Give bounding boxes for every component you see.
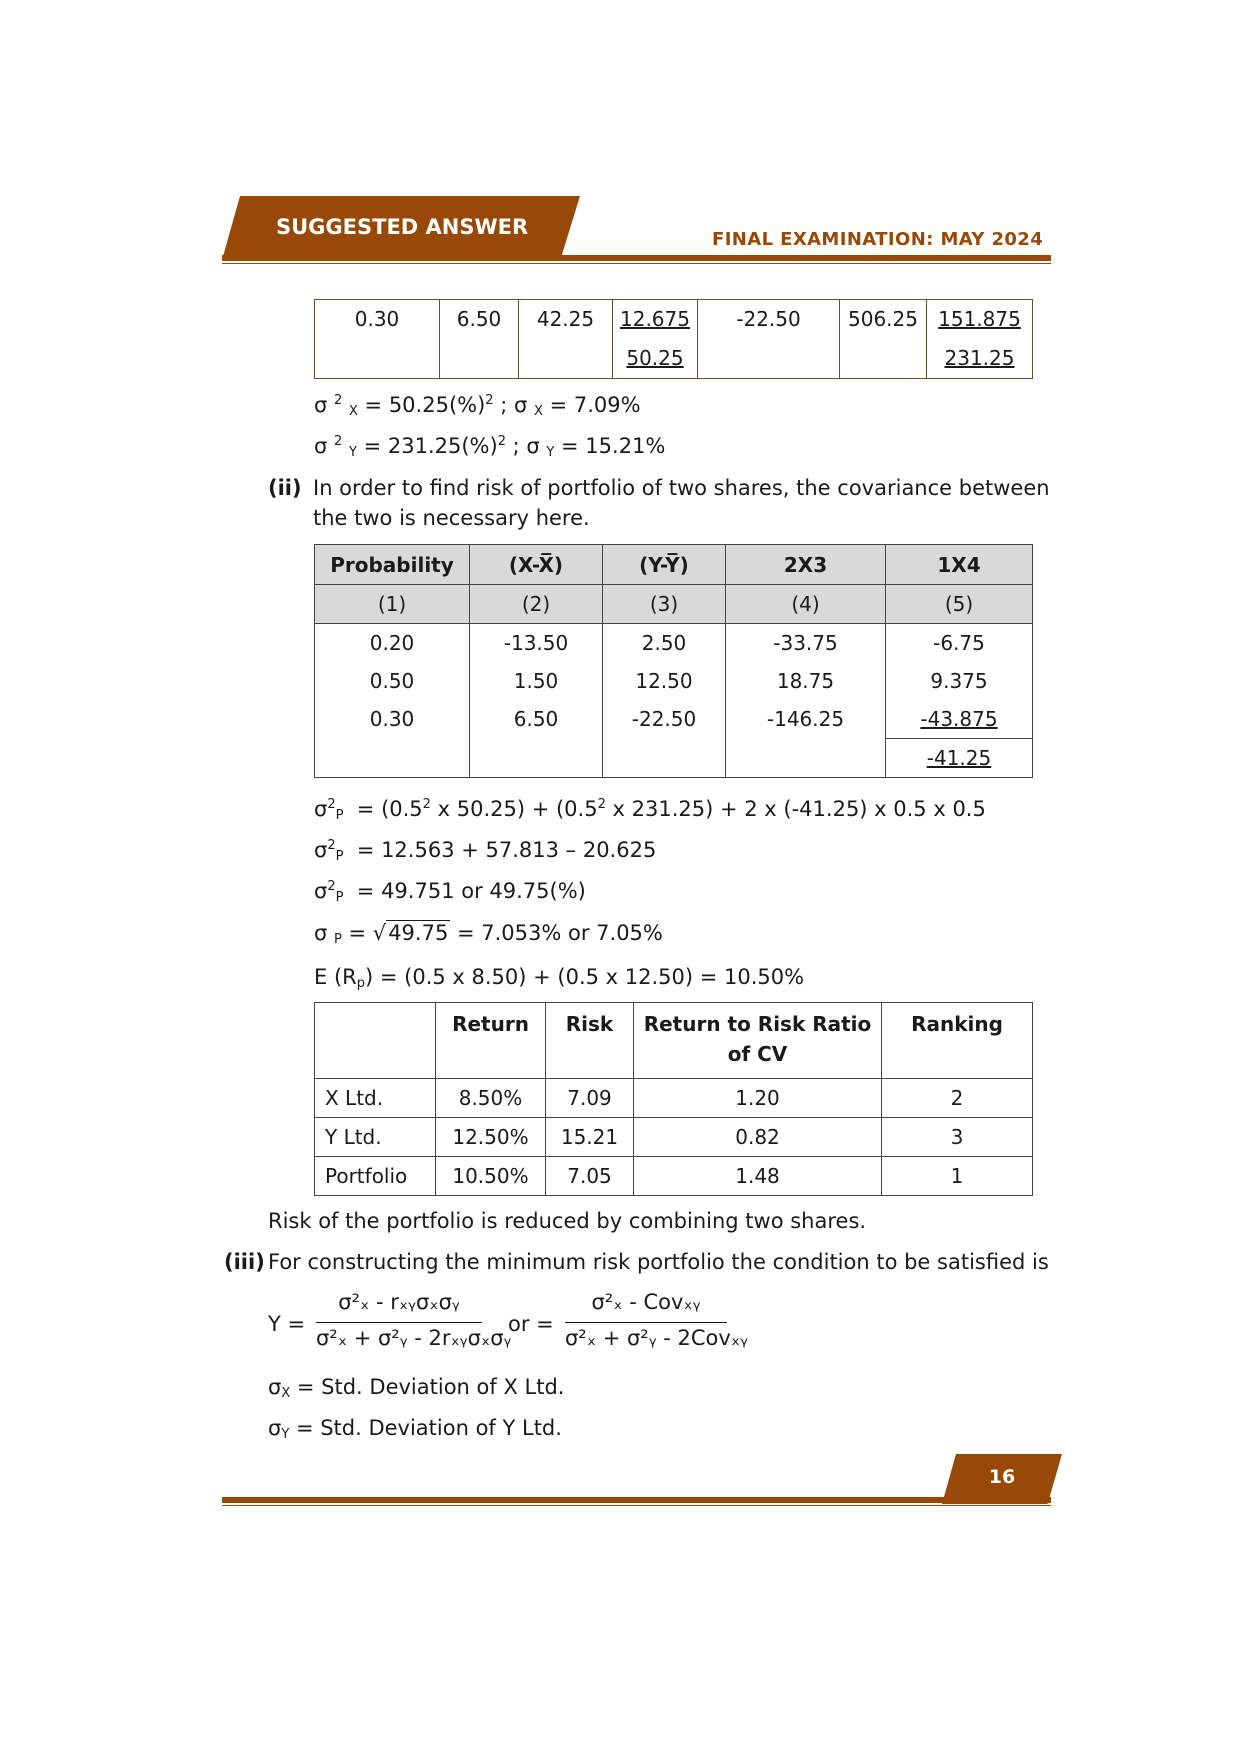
table-cell: 0.30 (315, 700, 470, 739)
exam-title: FINAL EXAMINATION: MAY 2024 (712, 229, 1044, 250)
definition-sigma-y: $\sigma_Y$ = Std. Deviation of Y Ltd. (268, 1416, 562, 1442)
part-iii-text: For constructing the minimum risk portfolio the condition to be satisfied is (268, 1250, 1049, 1274)
expected-return: E $(R_p) = (0.5$ x 8.50) + (0.5 x 12.50) = 10.50% (314, 965, 805, 991)
table-header-row (315, 1003, 1033, 1079)
column-number: (1) (315, 585, 470, 624)
column-header: Ranking (882, 1003, 1033, 1079)
header-rule-thin (222, 263, 1051, 264)
table-cell: 12.50 (603, 662, 726, 700)
formula-or: or = (508, 1312, 554, 1336)
formula-denominator-1: σ²ₓ + σ²ᵧ - 2rₓᵧσₓσᵧ (316, 1326, 512, 1350)
part-iii-label: (iii) (224, 1250, 265, 1274)
portfolio-sd: σ $_P$ = √49.75 = 7.053% or 7.05% (314, 921, 663, 947)
conclusion-text: Risk of the portfolio is reduced by combining two shares. (268, 1209, 867, 1233)
table-cell-value: -43.875 (920, 707, 998, 731)
column-header: 2X3 (726, 545, 886, 585)
column-number: (5) (886, 585, 1033, 624)
column-header: Probability (315, 545, 470, 585)
footer-rule (222, 1497, 1051, 1503)
portfolio-variance-result: $\sigma^2_P = 49.751$ or 49.75(%) (314, 879, 586, 905)
column-header: 1X4 (886, 545, 1033, 585)
table-row (315, 700, 1033, 739)
table-cell: 42.25 (519, 300, 613, 379)
formula-numerator-2: σ²ₓ - Covₓᵧ (591, 1290, 701, 1314)
column-header (315, 1003, 436, 1079)
table-cell: -22.50 (698, 300, 840, 379)
table-cell: 0.20 (315, 624, 470, 663)
table-cell: -22.50 (603, 700, 726, 739)
formula-lhs: Y = (268, 1312, 306, 1336)
portfolio-variance-terms: $\sigma^2_P = 12.563 + 57.813 - 20.625$ (314, 838, 657, 864)
table-cell: 3 (882, 1118, 1033, 1157)
table-cell: 1.48 (634, 1157, 882, 1196)
table-cell: 8.50% (436, 1079, 546, 1118)
table-total-y: 231.25 (944, 346, 1015, 370)
column-number: (2) (470, 585, 603, 624)
table-cell: Y Ltd. (315, 1118, 436, 1157)
page-number: 16 (988, 1466, 1016, 1488)
table-cell: 7.05 (546, 1157, 634, 1196)
table-cell: 0.30 (315, 300, 440, 379)
covariance-table (314, 544, 1033, 778)
minimum-risk-formula (268, 1290, 748, 1360)
table-cell: 2 (882, 1079, 1033, 1118)
column-header: (X-X̅) (470, 545, 603, 585)
table-cell: 506.25 (840, 300, 927, 379)
covariance-total: -41.25 (886, 739, 1033, 778)
fraction-bar (316, 1322, 482, 1323)
table-cell: 12.50% (436, 1118, 546, 1157)
header-tab-title: SUGGESTED ANSWER (276, 215, 529, 239)
table-row (315, 1157, 1033, 1196)
fraction-bar (565, 1322, 727, 1323)
portfolio-variance-formula: $\sigma^2_P = (0.5^2$ x $50.25) + (0.5^2$ x 231.25) + 2 x (-41.25) x 0.5 x 0.5 (314, 797, 986, 823)
table-cell: -146.25 (726, 700, 886, 739)
table-cell: 2.50 (603, 624, 726, 663)
definition-sigma-x: $\sigma_X$ = Std. Deviation of X Ltd. (268, 1375, 565, 1401)
table-cell-value: 12.675 (620, 307, 690, 331)
column-header: Return (436, 1003, 546, 1079)
table-cell: 1.20 (634, 1079, 882, 1118)
table-cell: X Ltd. (315, 1079, 436, 1118)
table-cell (886, 700, 1033, 739)
table-cell: 1.50 (470, 662, 603, 700)
table-cell: 7.09 (546, 1079, 634, 1118)
part-ii-text-line1: In order to find risk of portfolio of two shares, the covariance between (313, 476, 1050, 500)
table-cell-value: 151.875 (938, 307, 1021, 331)
table-total-x: 50.25 (626, 346, 684, 370)
table-cell: 6.50 (440, 300, 519, 379)
table-cell: Portfolio (315, 1157, 436, 1196)
variance-table-continuation (314, 299, 1033, 379)
variance-y-line: σ $^2$ $_Y$ = 231.25(%)$^2$ ; σ $_Y$ = 15.21% (314, 434, 666, 460)
table-cell: 9.375 (886, 662, 1033, 700)
column-header: (Y-Y̅) (603, 545, 726, 585)
return-risk-table (314, 1002, 1033, 1196)
part-ii-label: (ii) (268, 476, 302, 500)
table-row (315, 300, 1033, 379)
table-cell: 10.50% (436, 1157, 546, 1196)
table-cell: 18.75 (726, 662, 886, 700)
header-rule (222, 255, 1051, 261)
table-header-row (315, 545, 1033, 585)
part-ii-text-line2: the two is necessary here. (313, 506, 590, 530)
table-row (315, 1079, 1033, 1118)
table-total-row (315, 739, 1033, 778)
table-cell: 1 (882, 1157, 1033, 1196)
table-cell: 0.50 (315, 662, 470, 700)
table-cell: -33.75 (726, 624, 886, 663)
formula-denominator-2: σ²ₓ + σ²ᵧ - 2Covₓᵧ (565, 1326, 748, 1350)
table-row (315, 1118, 1033, 1157)
table-cell: 6.50 (470, 700, 603, 739)
table-row (315, 662, 1033, 700)
table-cell (927, 300, 1033, 379)
table-cell: 0.82 (634, 1118, 882, 1157)
table-cell: -6.75 (886, 624, 1033, 663)
column-header: Risk (546, 1003, 634, 1079)
column-number: (4) (726, 585, 886, 624)
table-subheader-row (315, 585, 1033, 624)
variance-x-line: σ $^2$ $_X$ = 50.25(%)$^2$ ; σ $_X$ = 7.09% (314, 393, 641, 419)
footer-rule-thin (222, 1505, 1051, 1506)
formula-numerator-1: σ²ₓ - rₓᵧσₓσᵧ (338, 1290, 460, 1314)
table-cell: 15.21 (546, 1118, 634, 1157)
table-cell: -13.50 (470, 624, 603, 663)
column-header: Return to Risk Ratio of CV (634, 1003, 882, 1079)
table-cell (613, 300, 698, 379)
column-number: (3) (603, 585, 726, 624)
table-row (315, 624, 1033, 663)
